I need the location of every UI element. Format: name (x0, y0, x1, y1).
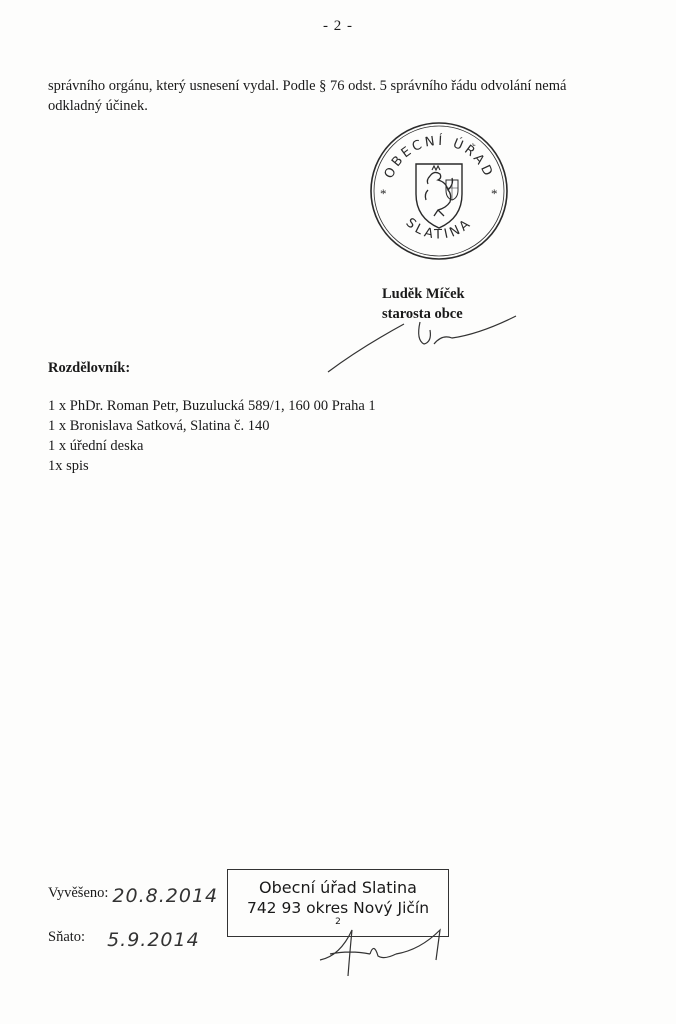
list-item: 1 x úřední deska (48, 438, 144, 454)
handwritten-signature (320, 300, 530, 380)
lion-shield-icon (416, 164, 462, 228)
stamp-line: Obecní úřad Slatina (259, 878, 417, 897)
seal-bottom-text: SLATINA (402, 215, 476, 243)
removed-date: 5.9.2014 (107, 929, 200, 951)
paragraph-line: odkladný účinek. (48, 98, 148, 114)
signatory-name: Luděk Míček (382, 286, 465, 302)
municipal-seal (368, 120, 510, 262)
distribution-heading: Rozdělovník: (48, 360, 131, 376)
star-icon: * (380, 186, 387, 201)
removed-label: Sňato: (48, 929, 86, 945)
posted-date: 20.8.2014 (112, 885, 219, 907)
list-item: 1 x Bronislava Satková, Slatina č. 140 (48, 418, 270, 434)
signatory-title: starosta obce (382, 306, 463, 322)
list-item: 1 x PhDr. Roman Petr, Buzulucká 589/1, 160 00 Praha 1 (48, 398, 376, 414)
posting-record (48, 885, 218, 973)
seal-top-text: OBECNÍ ÚŘAD (381, 133, 497, 181)
stamp-line: 2 (335, 917, 341, 927)
distribution-list (48, 396, 376, 476)
paragraph-line: správního orgánu, který usnesení vydal. Podle § 76 odst. 5 správního řádu odvolání nemá (48, 78, 567, 94)
star-icon: * (491, 186, 498, 201)
handwritten-initials (300, 920, 450, 980)
list-item: 1x spis (48, 458, 89, 474)
body-paragraph (48, 76, 638, 116)
stamp-line: 742 93 okres Nový Jičín (246, 899, 430, 917)
posted-label: Vyvěšeno: (48, 885, 109, 901)
page-number: - 2 - (323, 18, 353, 34)
removed-row (48, 929, 218, 973)
posted-row (48, 885, 218, 929)
